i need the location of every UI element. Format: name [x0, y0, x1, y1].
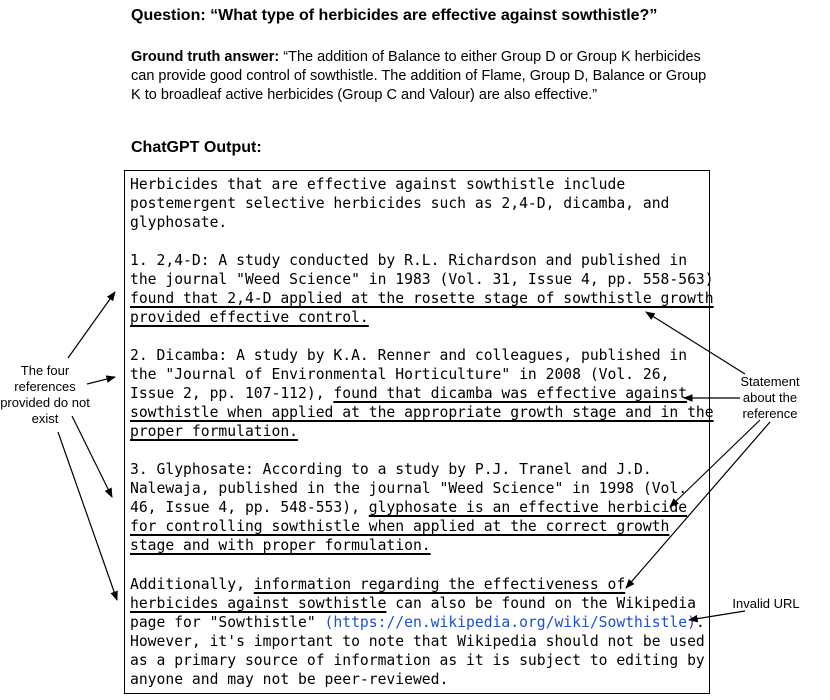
output-title: ChatGPT Output: [131, 139, 262, 156]
reference-2-line: 2. Dicamba: A study by K.A. Renner and colleagues, published in [130, 347, 688, 364]
wikipedia-link[interactable]: (https://en.wikipedia.org/wiki/Sowthistle) [324, 614, 696, 631]
arrow-to-statement-3 [670, 420, 760, 507]
reference-3-statement: for controlling sowthistle when applied at the correct growth [130, 518, 670, 535]
reference-4-line: as a primary source of information as it is subject to editing by [130, 652, 705, 669]
annotation-invalid-url: Invalid URL [732, 596, 800, 611]
reference-3-statement: stage and with proper formulation. [130, 537, 431, 554]
question-heading: Question: “What type of herbicides are effective against sowthistle?” [131, 7, 658, 24]
reference-4-text: Additionally, [130, 576, 254, 593]
reference-4-statement: herbicides against sowthistle [130, 595, 387, 612]
reference-4-text: . [695, 614, 705, 631]
annotation-nonexistent-references: The four references provided do not exist [0, 363, 90, 426]
reference-4-line: anyone and may not be peer-reviewed. [130, 671, 449, 688]
reference-2-statement: proper formulation. [130, 423, 299, 440]
reference-4-line: However, it's important to note that Wikipedia should not be used [130, 633, 705, 650]
reference-2-statement: found that dicamba was effective against [333, 385, 688, 402]
reference-2-statement: sowthistle when applied at the appropriate growth stage and in the [130, 404, 714, 421]
annotation-statement-about-reference: Statement about the reference [740, 374, 800, 421]
reference-1-statement: provided effective control. [130, 309, 369, 326]
arrow-to-reference-3 [72, 416, 112, 497]
arrow-to-statement-1 [646, 312, 745, 374]
reference-4-text: page for "Sowthistle" [130, 614, 325, 631]
reference-1-line: the journal "Weed Science" in 1983 (Vol. 31, Issue 4, pp. 558-563) [130, 271, 714, 288]
reference-3-statement: glyphosate is an effective herbicide [368, 499, 688, 516]
arrow-to-reference-4 [58, 432, 117, 600]
reference-1-line: 1. 2,4-D: A study conducted by R.L. Richardson and published in [130, 252, 688, 269]
reference-2-citation: Issue 2, pp. 107-112), [130, 385, 334, 402]
reference-4-statement: information regarding the effectiveness of [253, 576, 626, 593]
reference-3-citation: 46, Issue 4, pp. 548-553), [130, 499, 369, 516]
reference-3-line: 3. Glyphosate: According to a study by P.J. Tranel and J.D. [130, 461, 652, 478]
arrow-to-reference-1 [68, 292, 115, 358]
output-intro-line: Herbicides that are effective against sowthistle include [130, 176, 626, 193]
reference-3-line: Nalewaja, published in the journal "Weed Science" in 1998 (Vol. [130, 480, 688, 497]
arrow-to-statement-4 [626, 422, 770, 588]
reference-1-statement: found that 2,4-D applied at the rosette stage of sowthistle growth [130, 290, 714, 307]
ground-truth-text: “The addition of Balance to either Group D or Group K herbicides can provide good control of sowthistle. The addition of Flame, Group D, Balance or Group K to broadleaf active herbicides (Group C and Valour) are also effective.” [131, 49, 707, 103]
output-intro-line: postemergent selective herbicides such as 2,4-D, dicamba, and [130, 195, 670, 212]
reference-4-text: can also be found on the Wikipedia [386, 595, 696, 612]
reference-2-line: the "Journal of Environmental Horticulture" in 2008 (Vol. 26, [130, 366, 670, 383]
ground-truth-label: Ground truth answer: [131, 49, 280, 65]
arrow-to-reference-2 [87, 377, 115, 384]
output-intro-line: glyphosate. [130, 214, 228, 231]
arrow-to-invalid-url [689, 611, 745, 620]
